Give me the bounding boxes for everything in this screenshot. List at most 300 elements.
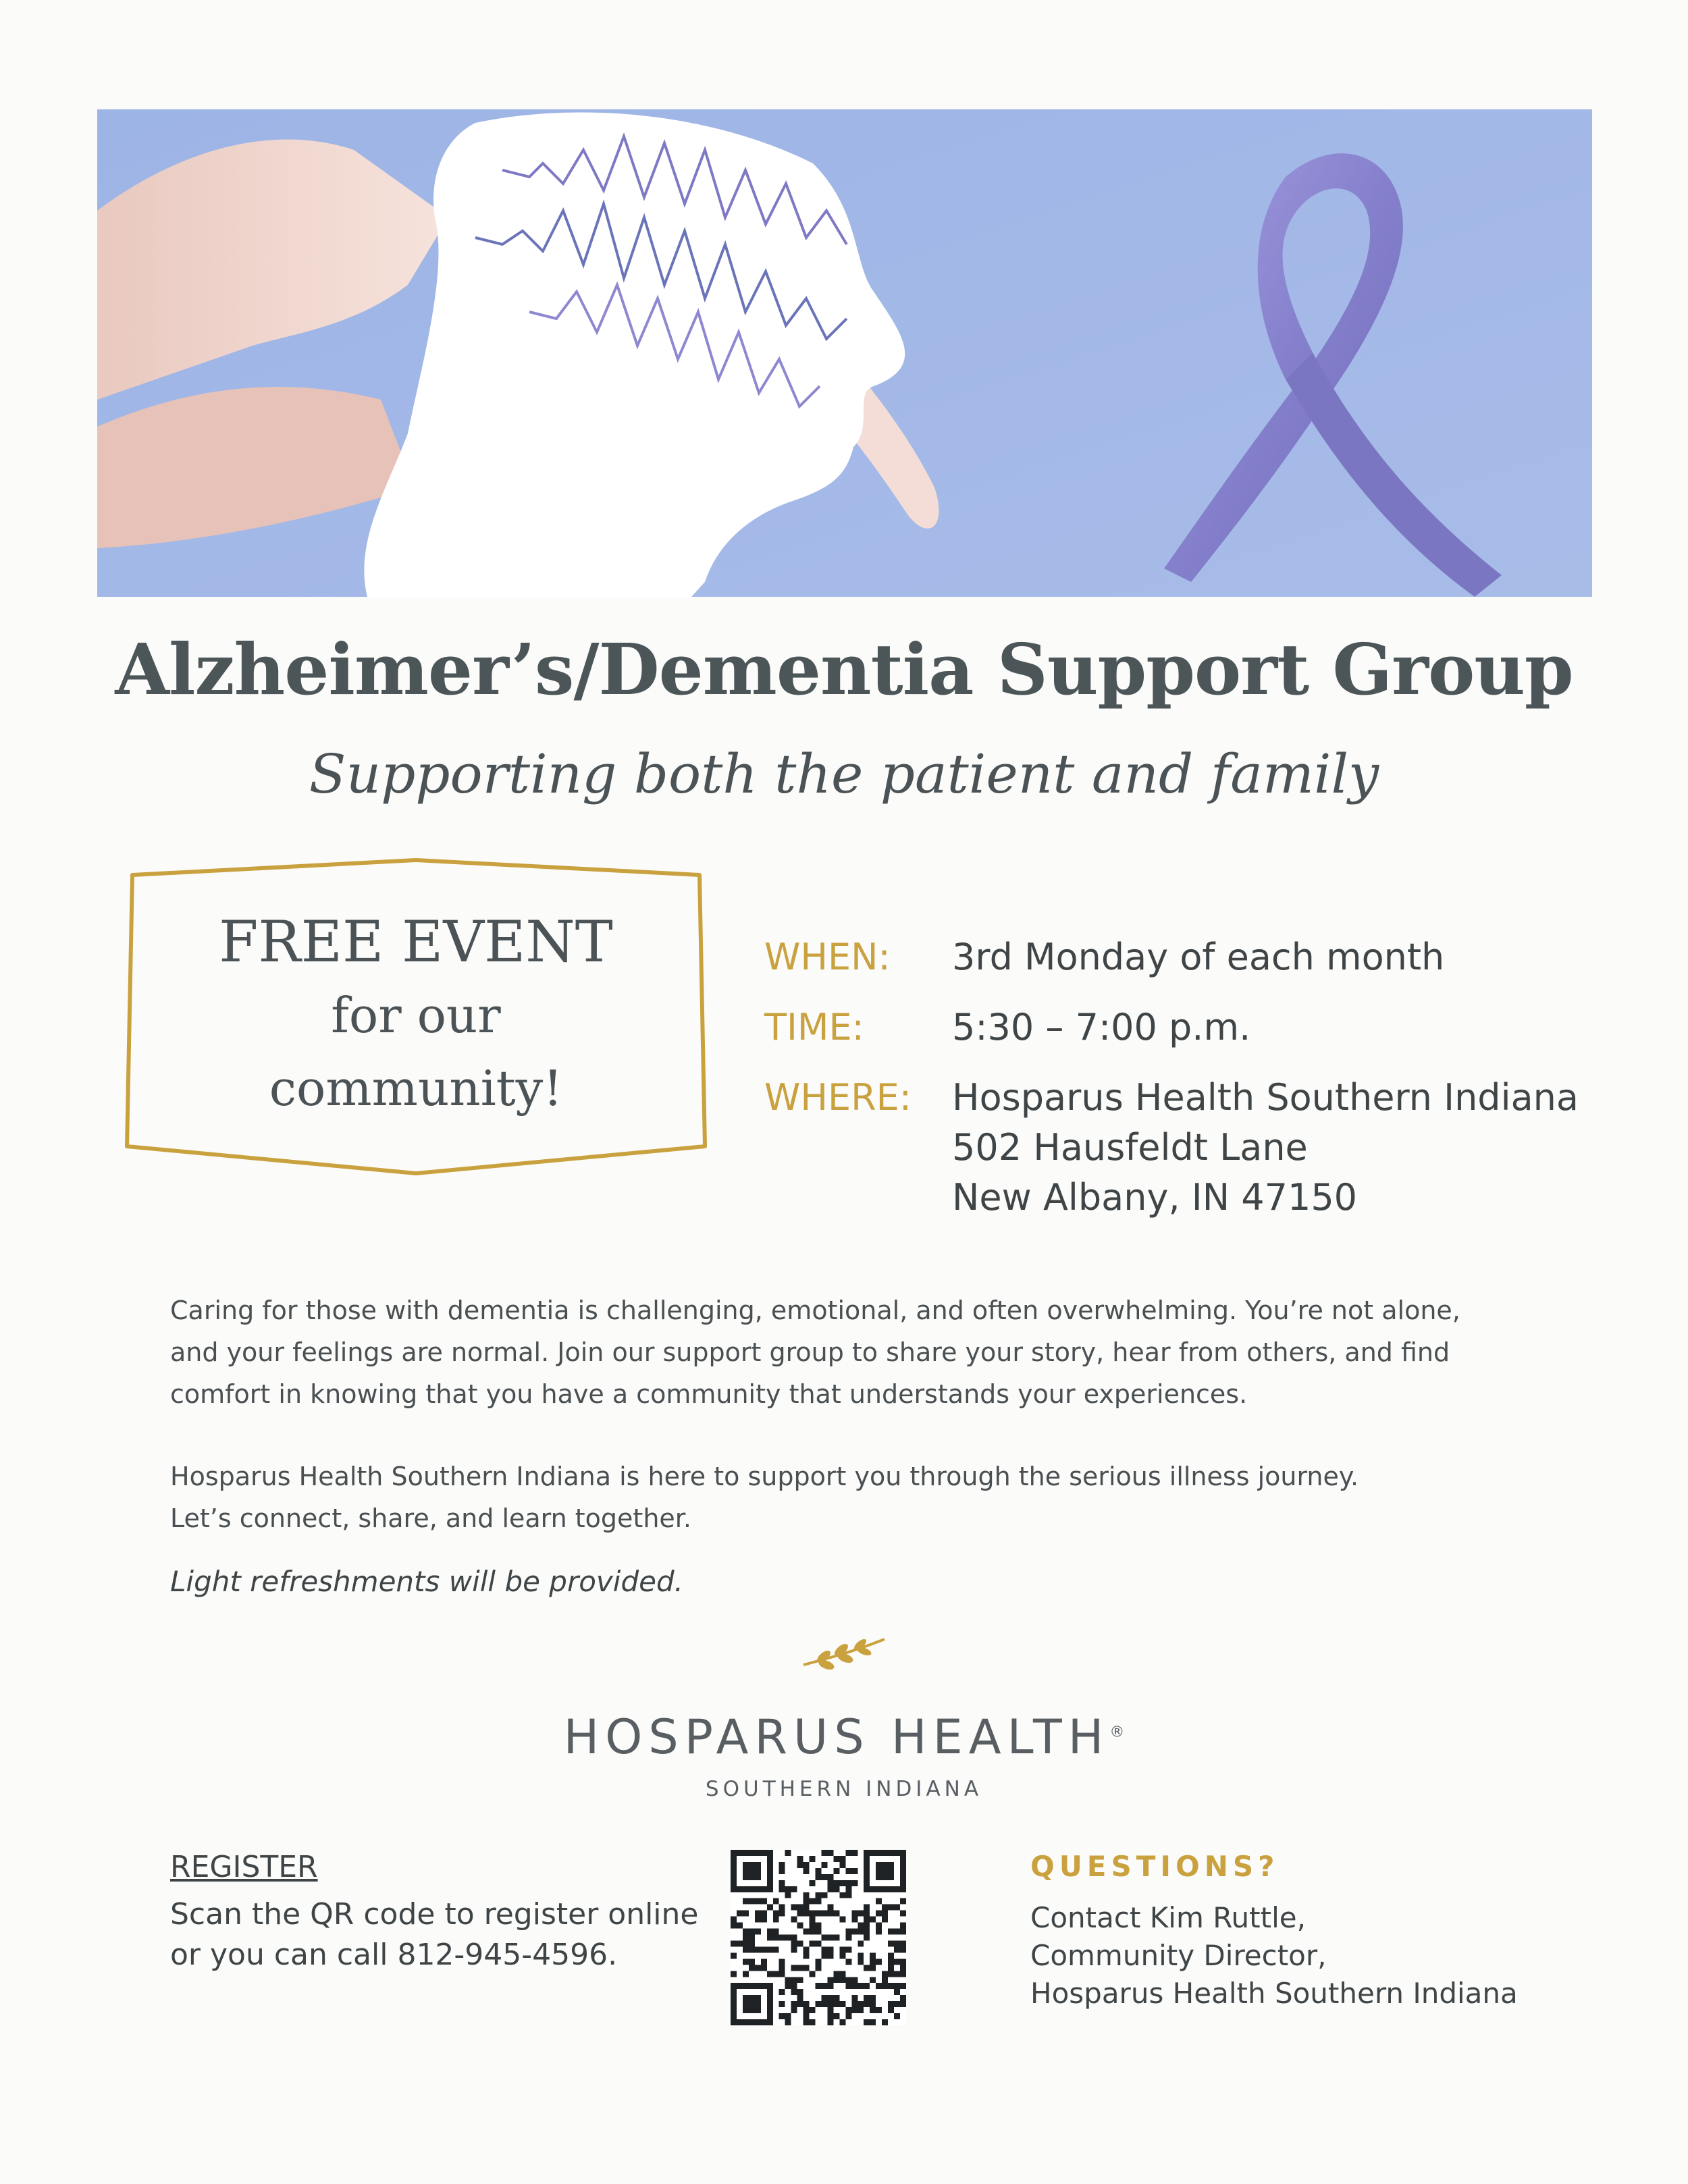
qr-module <box>731 1940 737 1946</box>
paragraph-line: and your feelings are normal. Join our support group to share your story, hear from others, and find <box>170 1337 1450 1367</box>
leaf-sprig-icon <box>797 1632 891 1673</box>
qr-module <box>858 1952 864 1959</box>
time-label: TIME: <box>764 1006 864 1048</box>
qr-module <box>888 2001 894 2007</box>
qr-module <box>845 2007 851 2013</box>
qr-module <box>791 2007 797 2013</box>
qr-module <box>749 1868 755 1874</box>
qr-module <box>858 2007 864 2013</box>
qr-module <box>858 1983 864 1989</box>
qr-module <box>821 1952 827 1959</box>
qr-module <box>743 1946 749 1952</box>
qr-module <box>743 1935 749 1941</box>
qr-module <box>797 1995 803 2001</box>
qr-module <box>731 2001 737 2007</box>
qr-module <box>882 1868 888 1874</box>
paragraph-line: Let’s connect, share, and learn together. <box>170 1503 692 1533</box>
paragraph-line: comfort in knowing that you have a community that understands your experiences. <box>170 1379 1248 1409</box>
qr-module <box>876 1911 882 1917</box>
brand-name: HOSPARUS HEALTH <box>563 1709 1110 1765</box>
qr-module <box>851 1977 858 1983</box>
qr-module <box>755 1874 761 1880</box>
qr-module <box>803 2007 810 2013</box>
qr-module <box>785 2019 791 2025</box>
qr-module <box>833 1856 839 1862</box>
qr-module <box>870 1917 876 1923</box>
qr-module <box>864 2001 870 2007</box>
qr-module <box>755 1911 761 1917</box>
qr-module <box>845 1886 851 1892</box>
qr-module <box>827 1995 833 2001</box>
qr-module <box>839 1892 845 1898</box>
qr-module <box>816 1874 822 1880</box>
qr-module <box>743 1983 749 1989</box>
qr-module <box>876 1923 882 1929</box>
qr-module <box>767 2019 773 2025</box>
qr-module <box>827 1880 833 1886</box>
qr-module <box>767 2007 773 2013</box>
qr-module <box>755 1868 761 1874</box>
qr-module <box>755 1995 761 2001</box>
qr-module <box>803 2019 810 2025</box>
qr-module <box>851 2001 858 2007</box>
qr-module <box>767 2001 773 2007</box>
qr-module <box>779 1905 785 1911</box>
qr-module <box>731 2019 737 2025</box>
qr-module <box>876 1850 882 1856</box>
qr-module <box>894 1905 900 1911</box>
qr-module <box>888 1965 894 1971</box>
qr-module <box>743 1911 749 1917</box>
support-paragraph <box>170 1456 1561 1539</box>
qr-module <box>851 2007 858 2013</box>
qr-module <box>791 2001 797 2007</box>
qr-module <box>894 1959 900 1965</box>
qr-module <box>858 1959 864 1965</box>
qr-module <box>816 1940 822 1946</box>
qr-module <box>839 1952 845 1959</box>
qr-module <box>876 1983 882 1989</box>
qr-module <box>743 1898 749 1905</box>
qr-module <box>821 1892 827 1898</box>
qr-module <box>810 1856 816 1862</box>
qr-module <box>876 1868 882 1874</box>
qr-module <box>858 1940 864 1946</box>
free-event-box <box>119 856 713 1179</box>
qr-module <box>870 2001 876 2007</box>
qr-module <box>803 1905 810 1911</box>
qr-module <box>864 1886 870 1892</box>
qr-module <box>851 1995 858 2001</box>
qr-module <box>845 1850 851 1856</box>
brand-subtitle: SOUTHERN INDIANA <box>705 1777 983 1801</box>
qr-module <box>797 1905 803 1911</box>
qr-module <box>833 1935 839 1941</box>
qr-module <box>816 1929 822 1935</box>
qr-module <box>761 1959 767 1965</box>
qr-module <box>761 1965 767 1971</box>
qr-module <box>779 1868 785 1874</box>
qr-module <box>833 1911 839 1917</box>
qr-module <box>833 1977 839 1983</box>
page-title: Alzheimer’s/Dementia Support Group <box>115 628 1573 711</box>
qr-module <box>888 1971 894 1977</box>
qr-module <box>737 1911 743 1917</box>
qr-module <box>882 1977 888 1983</box>
qr-module <box>749 2019 755 2025</box>
qr-module <box>749 1886 755 1892</box>
qr-module <box>743 1971 749 1977</box>
event-line-free-event: FREE EVENT <box>219 909 613 975</box>
qr-module <box>749 1965 755 1971</box>
qr-module <box>779 1935 785 1941</box>
qr-module <box>900 1929 906 1935</box>
qr-module <box>851 1868 858 1874</box>
qr-module <box>785 1977 791 1983</box>
qr-module <box>755 1946 761 1952</box>
qr-module <box>755 1850 761 1856</box>
qr-module <box>749 1850 755 1856</box>
qr-module <box>737 2019 743 2025</box>
qr-module <box>827 1952 833 1959</box>
qr-module <box>791 1983 797 1989</box>
qr-module <box>767 1935 773 1941</box>
qr-module <box>779 2001 785 2007</box>
hosparus-logo <box>0 1632 1688 1801</box>
qr-module <box>767 1929 773 1935</box>
qr-module <box>743 1886 749 1892</box>
qr-module <box>839 2019 845 2025</box>
qr-module <box>900 1911 906 1917</box>
qr-module <box>737 1983 743 1989</box>
qr-module <box>894 1886 900 1892</box>
qr-module <box>749 1862 755 1868</box>
qr-module <box>900 1880 906 1886</box>
qr-module <box>845 1935 851 1941</box>
qr-module <box>845 2013 851 2019</box>
qr-module <box>743 2001 749 2007</box>
qr-module <box>882 1886 888 1892</box>
qr-module <box>761 1911 767 1917</box>
qr-module <box>870 1977 876 1983</box>
qr-module <box>888 1862 894 1868</box>
qr-module <box>858 1929 864 1935</box>
qr-module <box>810 1898 816 1905</box>
qr-module <box>900 1886 906 1892</box>
qr-module <box>767 1880 773 1886</box>
qr-module <box>731 1868 737 1874</box>
qr-module <box>900 1850 906 1856</box>
qr-module <box>749 1898 755 1905</box>
qr-module <box>876 2007 882 2013</box>
qr-module <box>894 1929 900 1935</box>
qr-module <box>773 1917 779 1923</box>
qr-module <box>833 2001 839 2007</box>
qr-module <box>755 2001 761 2007</box>
qr-module <box>791 1965 797 1971</box>
hero-illustration <box>97 109 1592 597</box>
qr-module <box>827 2007 833 2013</box>
qr-module <box>900 1940 906 1946</box>
qr-module <box>864 1880 870 1886</box>
qr-module <box>816 1892 822 1898</box>
qr-module <box>731 2013 737 2019</box>
qr-module <box>731 1952 737 1959</box>
qr-module <box>827 1874 833 1880</box>
qr-module <box>864 1850 870 1856</box>
qr-module <box>870 1959 876 1965</box>
qr-module <box>888 1983 894 1989</box>
qr-module <box>839 1880 845 1886</box>
qr-module <box>797 1989 803 1995</box>
qr-module <box>761 1898 767 1905</box>
qr-module <box>858 1923 864 1929</box>
qr-module <box>773 1929 779 1935</box>
qr-module <box>864 1856 870 1862</box>
qr-module <box>882 1971 888 1977</box>
qr-module <box>894 1940 900 1946</box>
qr-module <box>816 1868 822 1874</box>
qr-module <box>779 1965 785 1971</box>
qr-module <box>894 1850 900 1856</box>
qr-module <box>864 1935 870 1941</box>
qr-module <box>731 1856 737 1862</box>
qr-module <box>900 1995 906 2001</box>
qr-module <box>773 1935 779 1941</box>
where-line: New Albany, IN 47150 <box>952 1176 1358 1219</box>
qr-module <box>876 1929 882 1935</box>
qr-module <box>743 1929 749 1935</box>
qr-module <box>876 1959 882 1965</box>
qr-module <box>821 1862 827 1868</box>
qr-module <box>755 1862 761 1868</box>
qr-module <box>810 1880 816 1886</box>
qr-module <box>876 1886 882 1892</box>
where-label: WHERE: <box>764 1076 912 1119</box>
contact-line: Contact Kim Ruttle, <box>1030 1901 1306 1934</box>
qr-module <box>882 1850 888 1856</box>
qr-module <box>821 2001 827 2007</box>
qr-module <box>797 1940 803 1946</box>
qr-module <box>767 1850 773 1856</box>
qr-module <box>743 1959 749 1965</box>
qr-module <box>755 1965 761 1971</box>
qr-module <box>791 1935 797 1941</box>
qr-module <box>785 1850 791 1856</box>
qr-module <box>827 1935 833 1941</box>
qr-module <box>864 1983 870 1989</box>
qr-module <box>888 1952 894 1959</box>
qr-module <box>888 1905 894 1911</box>
when-label: WHEN: <box>764 936 891 978</box>
qr-module <box>870 1886 876 1892</box>
qr-module <box>810 1917 816 1923</box>
qr-module <box>755 1898 761 1905</box>
qr-module <box>791 1886 797 1892</box>
qr-module <box>845 1892 851 1898</box>
qr-module <box>810 1940 816 1946</box>
qr-module <box>845 1946 851 1952</box>
qr-module <box>900 1971 906 1977</box>
contact-line: Hosparus Health Southern Indiana <box>1030 1977 1518 2010</box>
qr-module <box>845 1868 851 1874</box>
qr-module <box>731 1850 737 1856</box>
qr-module <box>755 1917 761 1923</box>
qr-module <box>851 1850 858 1856</box>
qr-module <box>749 1983 755 1989</box>
qr-module <box>743 1868 749 1874</box>
qr-module <box>791 1917 797 1923</box>
qr-module <box>743 1995 749 2001</box>
qr-module <box>767 1856 773 1862</box>
qr-module <box>827 1946 833 1952</box>
qr-module <box>900 1946 906 1952</box>
qr-module <box>876 1898 882 1905</box>
qr-module <box>791 1946 797 1952</box>
qr-module <box>894 1946 900 1952</box>
qr-module <box>749 2007 755 2013</box>
qr-module <box>864 1862 870 1868</box>
qr-module <box>743 2007 749 2013</box>
qr-module <box>821 1874 827 1880</box>
qr-module <box>779 1880 785 1886</box>
qr-module <box>845 1959 851 1965</box>
qr-module <box>833 1868 839 1874</box>
paragraph-line: Hosparus Health Southern Indiana is here to support you through the serious illness journey. <box>170 1462 1359 1491</box>
qr-module <box>803 1892 810 1898</box>
where-line: 502 Hausfeldt Lane <box>952 1126 1308 1169</box>
qr-module <box>833 1995 839 2001</box>
qr-module <box>749 1874 755 1880</box>
qr-module <box>773 1971 779 1977</box>
qr-module <box>810 1923 816 1929</box>
qr-module <box>743 1940 749 1946</box>
qr-module <box>816 1959 822 1965</box>
qr-module <box>803 1911 810 1917</box>
qr-module <box>743 1874 749 1880</box>
qr-module <box>827 1850 833 1856</box>
qr-module <box>731 1874 737 1880</box>
qr-module <box>761 1917 767 1923</box>
qr-module <box>785 1892 791 1898</box>
qr-module <box>791 1989 797 1995</box>
qr-module <box>888 1886 894 1892</box>
qr-module <box>767 1868 773 1874</box>
qr-module <box>821 1983 827 1989</box>
qr-module <box>737 1886 743 1892</box>
qr-module <box>888 1959 894 1965</box>
qr-module <box>749 1929 755 1935</box>
qr-module <box>803 1898 810 1905</box>
qr-module <box>900 1874 906 1880</box>
qr-module <box>749 2001 755 2007</box>
qr-module <box>851 1880 858 1886</box>
qr-module <box>821 1850 827 1856</box>
qr-module <box>827 1886 833 1892</box>
register-heading: REGISTER <box>170 1850 318 1884</box>
qr-module <box>845 1929 851 1935</box>
qr-module <box>864 1874 870 1880</box>
qr-module <box>858 2001 864 2007</box>
qr-module <box>900 1959 906 1965</box>
qr-module <box>870 2007 876 2013</box>
qr-module <box>779 1886 785 1892</box>
qr-module <box>827 1905 833 1911</box>
qr-module <box>864 1923 870 1929</box>
page-subtitle: Supporting both the patient and family <box>309 743 1379 805</box>
qr-module <box>870 1850 876 1856</box>
qr-module <box>816 1898 822 1905</box>
qr-module <box>888 1929 894 1935</box>
refreshments-note: Light refreshments will be provided. <box>170 1565 683 1598</box>
qr-module <box>833 1880 839 1886</box>
qr-module <box>803 1946 810 1952</box>
qr-module <box>821 1935 827 1941</box>
qr-module <box>839 1856 845 1862</box>
qr-module <box>894 2013 900 2019</box>
qr-module <box>845 1880 851 1886</box>
qr-module <box>797 1923 803 1929</box>
register-line: or you can call 812-945-4596. <box>170 1938 618 1972</box>
qr-module <box>864 1995 870 2001</box>
qr-module <box>816 1923 822 1929</box>
qr-module <box>749 1959 755 1965</box>
qr-module <box>731 1886 737 1892</box>
qr-module <box>821 1995 827 2001</box>
qr-module <box>894 2001 900 2007</box>
qr-module <box>779 1959 785 1965</box>
qr-module <box>882 1905 888 1911</box>
qr-module <box>821 1911 827 1917</box>
qr-module <box>816 1965 822 1971</box>
qr-module <box>882 1911 888 1917</box>
qr-module <box>803 1929 810 1935</box>
qr-module <box>888 1874 894 1880</box>
qr-module <box>767 2013 773 2019</box>
qr-module <box>743 1850 749 1856</box>
qr-module <box>755 1886 761 1892</box>
qr-module <box>755 1929 761 1935</box>
qr-module <box>797 1911 803 1917</box>
qr-module <box>761 1983 767 1989</box>
qr-module <box>839 1971 845 1977</box>
qr-module <box>749 1995 755 2001</box>
qr-module <box>882 2019 888 2025</box>
qr-module <box>845 1983 851 1989</box>
qr-module <box>864 1929 870 1935</box>
qr-module <box>851 1929 858 1935</box>
qr-module <box>731 1880 737 1886</box>
qr-module <box>864 1911 870 1917</box>
qr-module <box>779 2013 785 2019</box>
qr-module <box>779 1911 785 1917</box>
qr-code-graphic <box>731 1850 906 2025</box>
paragraph-line: Caring for those with dementia is challenging, emotional, and often overwhelming. You’re not alone, <box>170 1296 1460 1325</box>
qr-module <box>773 1946 779 1952</box>
qr-code[interactable] <box>731 1850 906 2025</box>
qr-module <box>803 1952 810 1959</box>
qr-module <box>839 1862 845 1868</box>
qr-module <box>767 1971 773 1977</box>
where-line: Hosparus Health Southern Indiana <box>952 1076 1579 1119</box>
qr-module <box>761 1850 767 1856</box>
qr-module <box>870 1952 876 1959</box>
qr-module <box>810 2007 816 2013</box>
qr-module <box>864 2019 870 2025</box>
qr-module <box>816 1983 822 1989</box>
qr-module <box>882 1874 888 1880</box>
registered-mark: ® <box>1109 1724 1125 1741</box>
